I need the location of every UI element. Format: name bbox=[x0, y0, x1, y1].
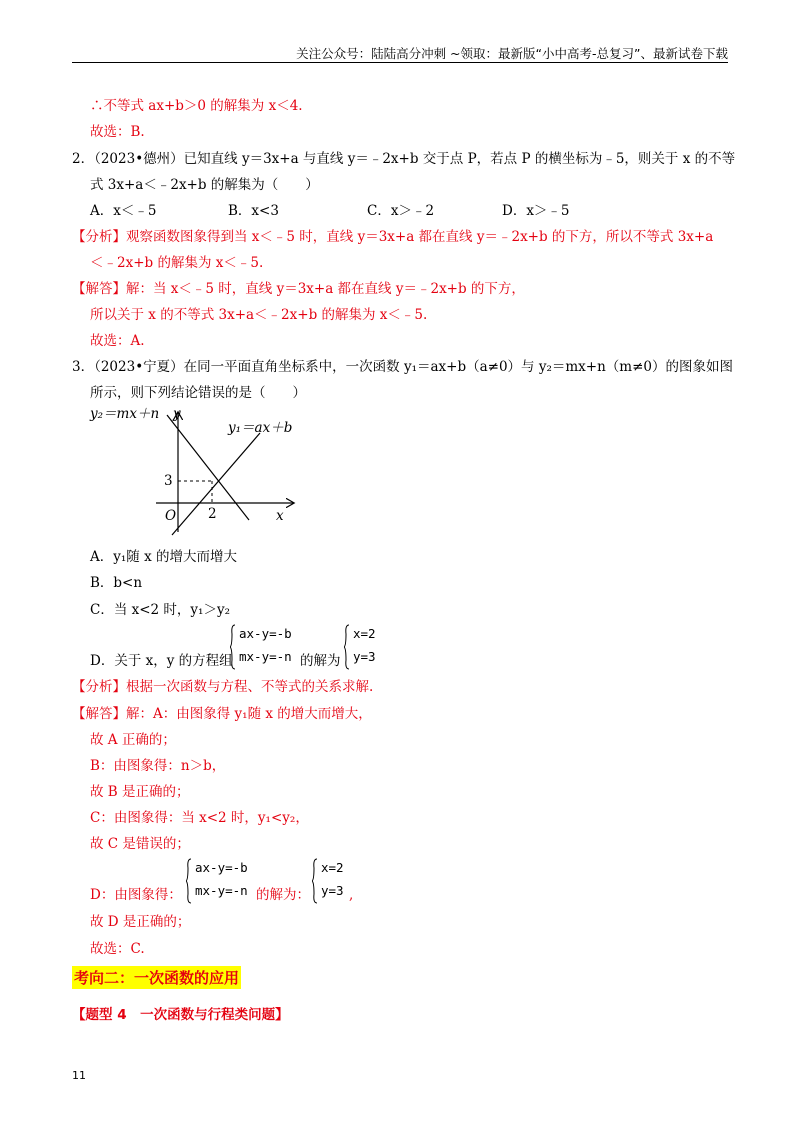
system-eq2: mx-y=-n bbox=[239, 649, 292, 664]
q3-answer-line8: 故 D 是正确的； bbox=[90, 914, 191, 930]
q2-option-c: C．x＞﹣2 bbox=[367, 203, 435, 219]
graph-label-y2: y₂＝mx＋n bbox=[90, 406, 160, 422]
q3-option-d-system bbox=[230, 624, 310, 670]
q3-answer-line4: 故 B 是正确的； bbox=[90, 784, 190, 800]
section-topic: 考向二：一次函数的应用 bbox=[72, 966, 241, 989]
q3-option-d-mid: 的解为 bbox=[300, 653, 341, 669]
q3-answer-line3: B：由图象得：n＞b， bbox=[90, 758, 226, 774]
q2-stem-line2: 式 3x+a＜﹣2x+b 的解集为（ ） bbox=[90, 177, 319, 193]
brace-icon bbox=[230, 624, 236, 670]
q3-analysis: 【分析】根据一次函数与方程、不等式的关系求解. bbox=[72, 679, 374, 695]
q3-answer-d-mid: 的解为： bbox=[256, 887, 310, 903]
q3-answer-line5: C：由图象得：当 x<2 时，y₁<y₂， bbox=[90, 810, 309, 826]
q2-answer-line2: 所以关于 x 的不等式 3x+a＜﹣2x+b 的解集为 x＜﹣5. bbox=[90, 307, 428, 323]
q2-analysis-line1: 【分析】观察函数图象得到当 x＜﹣5 时，直线 y＝3x+a 都在直线 y＝﹣2x+b 的下方，所以不等式 3x+a bbox=[72, 229, 714, 245]
system-eq1: ax-y=-b bbox=[239, 626, 292, 641]
page-header: 关注公众号：陆陆高分冲刺 ~领取：最新版“小中高考-总复习”、最新试卷下载 bbox=[296, 46, 728, 61]
q2-option-d: D．x＞﹣5 bbox=[502, 203, 570, 219]
q2-answer-line1: 【解答】解：当 x＜﹣5 时，直线 y＝3x+a 都在直线 y＝﹣2x+b 的下方， bbox=[72, 281, 525, 297]
q2-stem-line1: 2．（2023•德州）已知直线 y＝3x+a 与直线 y＝﹣2x+b 交于点 P，若点 P 的横坐标为﹣5，则关于 x 的不等 bbox=[72, 151, 736, 167]
q3-choose: 故选：C. bbox=[90, 941, 145, 957]
q3-answer-line2: 故 A 正确的； bbox=[90, 732, 176, 748]
graph-axis-x-label: x bbox=[276, 508, 284, 524]
q3-option-d-solution bbox=[344, 624, 394, 670]
answer-system-eq2: mx-y=-n bbox=[195, 883, 248, 898]
graph-axis-y-label: y bbox=[173, 406, 181, 422]
answer-solution-x: x=2 bbox=[321, 860, 344, 875]
q3-stem-line1: 3．（2023•宁夏）在同一平面直角坐标系中，一次函数 y₁＝ax+b（a≠0）与 y₂＝mx+n（m≠0）的图象如图 bbox=[72, 359, 734, 375]
q3-answer-line1: 【解答】解：A：由图象得 y₁随 x 的增大而增大， bbox=[72, 706, 372, 722]
q2-choose: 故选：A. bbox=[90, 333, 145, 349]
prev-conclusion: ∴不等式 ax+b＞0 的解集为 x＜4. bbox=[90, 98, 303, 114]
q3-answer-d-prefix: D：由图象得： bbox=[90, 887, 182, 903]
q3-option-a: A．y₁随 x 的增大而增大 bbox=[90, 549, 237, 565]
solution-y: y=3 bbox=[353, 649, 376, 664]
q2-option-b: B．x<3 bbox=[228, 203, 279, 219]
q3-option-c: C．当 x<2 时，y₁＞y₂ bbox=[90, 602, 231, 618]
q3-stem-line2: 所示，则下列结论错误的是（ ） bbox=[90, 385, 306, 401]
brace-icon bbox=[344, 624, 350, 670]
q3-graph bbox=[88, 405, 318, 540]
answer-system-eq1: ax-y=-b bbox=[195, 860, 248, 875]
graph-tick-y-3: 3 bbox=[164, 473, 173, 489]
q3-answer-line6: 故 C 是错误的； bbox=[90, 836, 190, 852]
brace-icon bbox=[186, 858, 192, 904]
prev-choose: 故选：B. bbox=[90, 124, 145, 140]
graph-tick-x-2: 2 bbox=[208, 506, 217, 522]
brace-icon bbox=[312, 858, 318, 904]
solution-x: x=2 bbox=[353, 626, 376, 641]
q3-option-b: B．b<n bbox=[90, 575, 143, 591]
header-divider bbox=[72, 62, 728, 63]
q2-option-a: A．x＜﹣5 bbox=[90, 203, 157, 219]
q3-option-d-prefix: D．关于 x，y 的方程组 bbox=[90, 653, 233, 669]
q3-answer-d-end: , bbox=[349, 887, 354, 903]
page-number: 11 bbox=[72, 1069, 86, 1082]
section-type4: 【题型 4 一次函数与行程类问题】 bbox=[72, 1007, 289, 1023]
q3-answer-d-solution bbox=[312, 858, 362, 904]
answer-solution-y: y=3 bbox=[321, 883, 344, 898]
graph-label-y1: y₁＝ax＋b bbox=[228, 420, 293, 436]
graph-origin-label: O bbox=[165, 508, 177, 524]
q3-answer-d-system bbox=[186, 858, 266, 904]
q2-analysis-line2: ＜﹣2x+b 的解集为 x＜﹣5. bbox=[90, 255, 264, 271]
